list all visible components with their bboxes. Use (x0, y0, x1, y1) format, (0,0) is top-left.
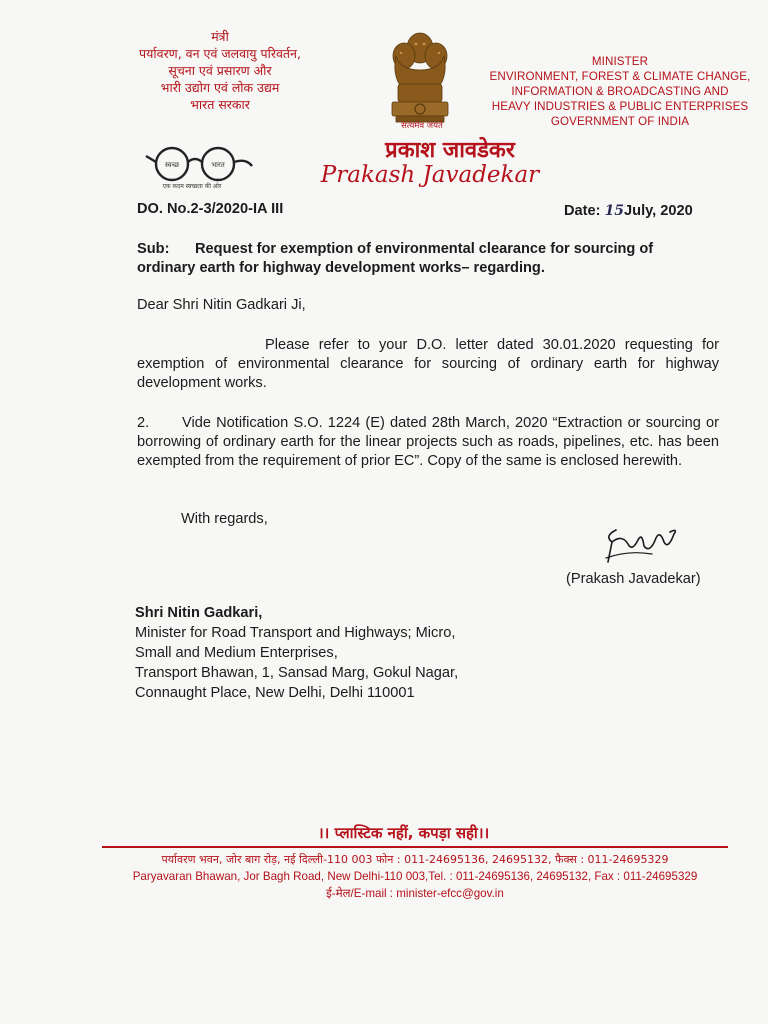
footer-address-hindi: पर्यावरण भवन, जोर बाग रोड़, नई दिल्ली-110 003 फोन : 011-24695136, 24695132, फैक्स : 011-24695329 (161, 853, 669, 866)
minister-name-english: Prakash Javadekar (320, 162, 540, 188)
paragraph-2 (137, 414, 719, 471)
letter-reference: DO. No.2-3/2020-IA III (137, 201, 284, 217)
date-label: Date: (564, 203, 601, 219)
footer-slogan: ।। प्लास्टिक नहीं, कपड़ा सही।। (318, 824, 490, 842)
addressee-line: Transport Bhawan, 1, Sansad Marg, Gokul Nagar, (135, 665, 459, 681)
paragraph-1-text: Please refer to your D.O. letter dated 30.01.2020 requesting for exemption of environmental clearance for sourcing of ordinary earth for highway development works. (137, 337, 719, 391)
date-day-handwritten: 15 (604, 203, 625, 219)
swachh-word2: भारत (211, 161, 225, 169)
closing: With regards, (181, 511, 268, 527)
header-right-line: INFORMATION & BROADCASTING AND (511, 85, 729, 98)
header-right-line: HEAVY INDUSTRIES & PUBLIC ENTERPRISES (491, 100, 749, 113)
paragraph-2-number: 2. (137, 415, 150, 431)
swachh-word1: स्वच्छ (164, 161, 180, 169)
subject-label: Sub: (137, 241, 170, 257)
paragraph-1 (137, 336, 719, 393)
header-left-line: सूचना एवं प्रसारण और (168, 63, 272, 78)
header-left-hindi (95, 28, 345, 113)
addressee-name: Shri Nitin Gadkari, (135, 605, 263, 621)
footer-divider (102, 846, 728, 848)
footer-email: ई-मेल/E-mail : minister-efcc@gov.in (326, 887, 504, 900)
addressee-line: Minister for Road Transport and Highways; Micro, (135, 625, 456, 641)
header-left-line: भारी उद्योग एवं लोक उद्यम (160, 80, 280, 95)
paragraph-2-text: Vide Notification S.O. 1224 (E) dated 28th March, 2020 “Extraction or sourcing or borrowing of ordinary earth for the linear projects such as roads, pipelines, etc. has been exempted from the requirement of prior EC”. Copy of the same is enclosed herewith. (137, 415, 719, 469)
signature-icon (598, 520, 688, 568)
header-left-line: भारत सरकार (190, 97, 250, 112)
swachh-tagline: एक कदम स्वच्छता की ओर (162, 183, 222, 190)
header-left-line: पर्यावरण, वन एवं जलवायु परिवर्तन, (139, 46, 301, 61)
subject-line-1: Request for exemption of environmental clearance for sourcing of (195, 241, 654, 257)
addressee-line: Small and Medium Enterprises, (135, 645, 338, 661)
subject-line-2: ordinary earth for highway development works– regarding. (137, 260, 545, 276)
footer-address-english: Paryavaran Bhawan, Jor Bagh Road, New Delhi-110 003,Tel. : 011-24695136, 24695132, Fax : 011-24695329 (132, 870, 698, 883)
emblem-motto: सत्यमेव जयते (401, 121, 443, 131)
header-left-line: मंत्री (211, 29, 229, 44)
header-right-line: ENVIRONMENT, FOREST & CLIMATE CHANGE, (489, 70, 751, 83)
date-rest: July, 2020 (624, 203, 693, 219)
addressee-block (135, 603, 458, 703)
minister-name-hindi: प्रकाश जावडेकर (385, 138, 515, 163)
salutation: Dear Shri Nitin Gadkari Ji, (137, 297, 306, 313)
letter-date (564, 202, 693, 221)
header-right-line: GOVERNMENT OF INDIA (550, 115, 690, 128)
signatory-name: (Prakash Javadekar) (566, 571, 701, 587)
header-right-line: MINISTER (591, 55, 649, 68)
header-right-english (475, 54, 765, 129)
addressee-line: Connaught Place, New Delhi, Delhi 110001 (135, 685, 415, 701)
